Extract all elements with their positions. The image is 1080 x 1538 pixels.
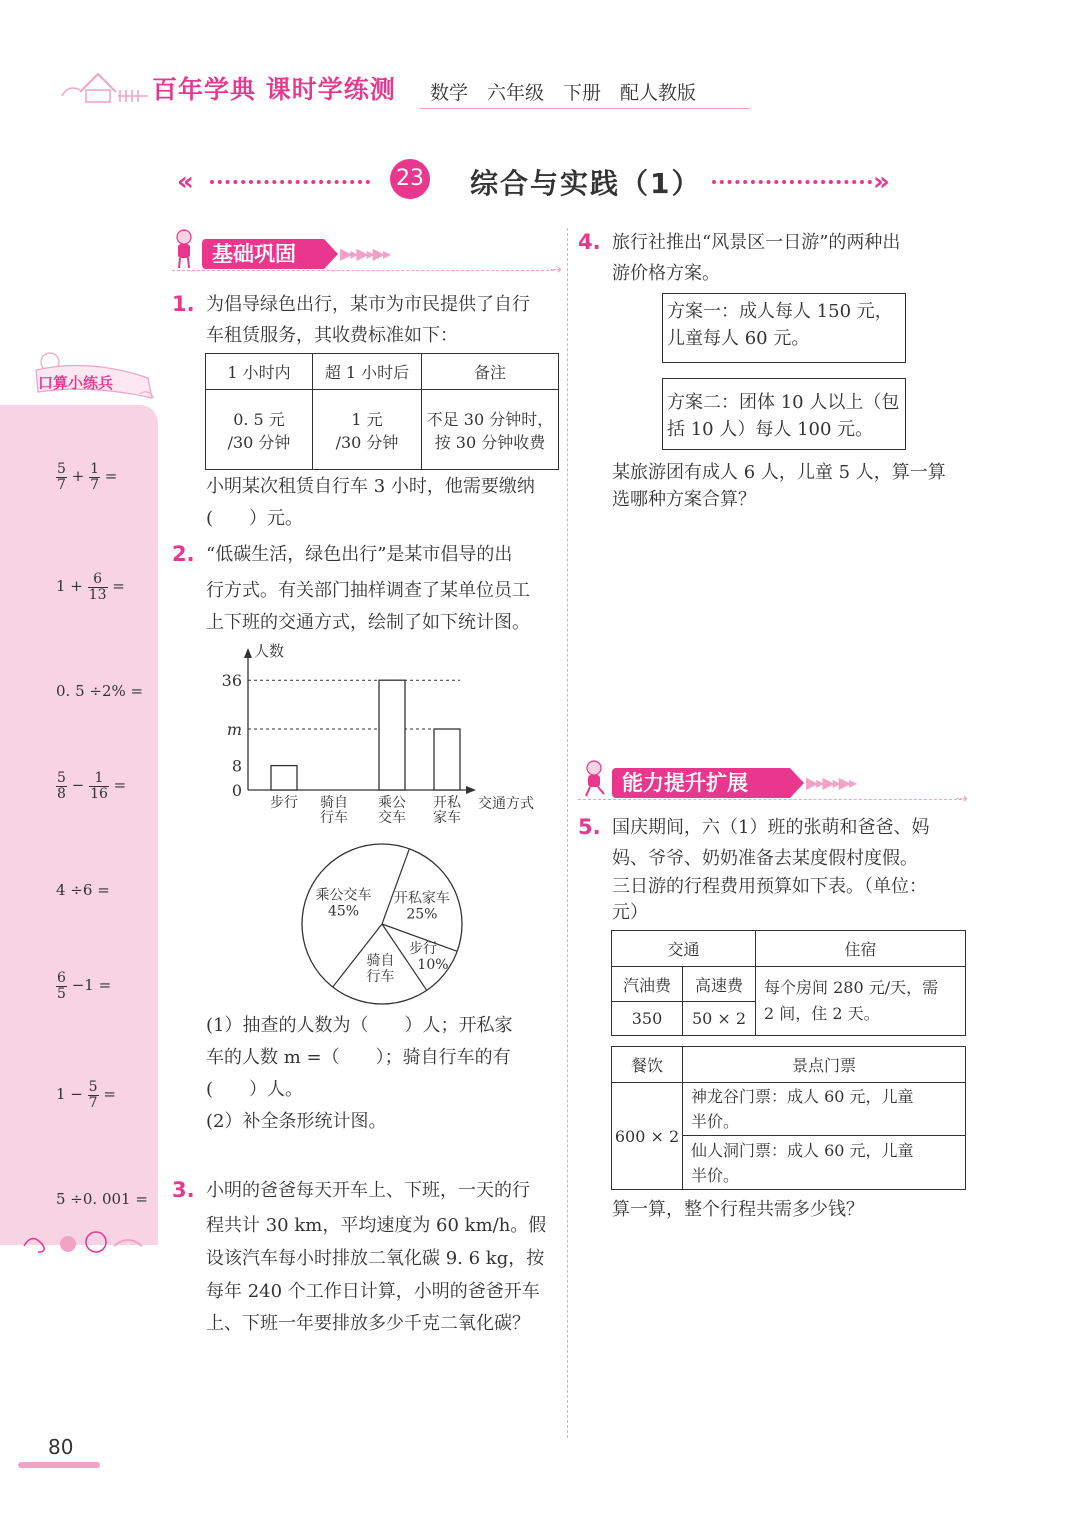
pie-slice-label-1: 开私家车 (393, 890, 450, 907)
book-subtitle: 数学 六年级 下册 配人教版 (430, 82, 697, 104)
x-tick-label: 步行 (270, 795, 298, 811)
q5-td-stay: 每个房间 280 元/天，需 2 间，住 2 天。 (756, 967, 966, 1036)
q2-line1: “低碳生活，绿色出行”是某市倡导的出 (206, 544, 513, 565)
q3-line3: 设该汽车每小时排放二氧化碳 9. 6 kg，按 (206, 1248, 545, 1269)
sidebar-swirl-decoration (18, 1226, 148, 1260)
banner-tail (790, 768, 804, 798)
girl-mascot-icon (172, 228, 198, 270)
x-axis-label: 交通方式 (478, 796, 534, 812)
q3-line4: 每年 240 个工作日计算，小明的爸爸开车 (206, 1281, 540, 1302)
q2-sub2: (2）补全条形统计图。 (206, 1111, 387, 1132)
column-divider (567, 228, 568, 1438)
brand-title: 百年学典 课时学练测 (152, 75, 396, 104)
page-number-bar (18, 1462, 100, 1468)
q4-line3: 某旅游团有成人 6 人，儿童 5 人，算一算 (612, 462, 946, 483)
double-chevron-left-icon: « (177, 167, 194, 197)
arrow-end-icon: ⇢ (956, 791, 968, 807)
pie-chart (290, 838, 480, 1008)
pie-slice-percent-1: 25% (406, 906, 438, 923)
arrow-end-icon: ⇢ (550, 262, 562, 278)
q3-number: 3. (172, 1178, 195, 1202)
q5-line1: 国庆期间，六（1）班的张萌和爸爸、妈 (612, 817, 930, 838)
section-banner-advanced: 能力提升扩展 (612, 768, 790, 798)
q2-sub1-line3: ( ）人。 (206, 1079, 304, 1100)
x-tick-label: 家车 (433, 810, 461, 826)
q1-line3: 小明某次租赁自行车 3 小时，他需要缴纳 (206, 476, 535, 497)
q5-cost-table-1 (611, 930, 966, 1036)
q5-th-food: 餐饮 (612, 1047, 683, 1083)
lesson-number-badge: 23 (390, 159, 430, 199)
q5-td-ticket-1: 神龙谷门票：成人 60 元，儿童 半价。 (683, 1083, 966, 1136)
q2-sub1-line2: 车的人数 m =（ ）；骑自行车的有 (206, 1047, 511, 1068)
calc-item-6: $\frac{6}{5}$ −1 = (57, 970, 112, 1002)
q1-td-1: 0. 5 元 /30 分钟 (206, 390, 313, 470)
q5-th-stay: 住宿 (756, 931, 966, 967)
q3-line1: 小明的爸爸每天开车上、下班，一天的行 (206, 1180, 530, 1201)
q5-cost-table-2 (611, 1046, 966, 1190)
q5-th-traffic: 交通 (612, 931, 756, 967)
double-chevron-right-icon: » (873, 167, 890, 197)
q5-line3: 三日游的行程费用预算如下表。（单位： (612, 876, 927, 897)
q3-line5: 上、下班一年要排放多少千克二氧化碳？ (206, 1313, 530, 1334)
q2-line2: 行方式。有关部门抽样调查了某单位员工 (206, 580, 530, 601)
calc-item-1: $\frac{5}{7}$ + $\frac{1}{7}$ = (57, 461, 118, 493)
sidebar-title: 口算小练兵 (38, 374, 114, 392)
x-tick-label: 开私 (433, 795, 461, 811)
q5-td-food: 600 × 2 (612, 1083, 683, 1190)
q1-td-2: 1 元 /30 分钟 (313, 390, 422, 470)
page-number: 80 (48, 1435, 74, 1459)
q4-line1: 旅行社推出“风景区一日游”的两种出 (612, 232, 901, 253)
chevron-trail-icon: ▶▸▶▸▶▸ (340, 244, 390, 263)
calc-item-4: $\frac{5}{8}$ − $\frac{1}{16}$ = (57, 770, 127, 802)
y-axis-arrow-icon (244, 648, 252, 658)
q5-th-ticket: 景点门票 (683, 1047, 966, 1083)
x-tick-label: 骑自 (320, 795, 348, 811)
mental-math-sidebar (0, 405, 158, 1245)
bar-4 (434, 729, 460, 790)
pie-slice-label-3: 行车 (366, 968, 395, 985)
pie-slice-label-3: 骑自 (366, 952, 395, 969)
q5-th-toll: 高速费 (683, 967, 756, 1002)
q1-number: 1. (172, 292, 195, 316)
q5-number: 5. (578, 815, 601, 839)
q4-line2: 游价格方案。 (612, 263, 720, 284)
q5-line4: 元） (612, 902, 648, 923)
house-logo-icon (58, 66, 148, 106)
lesson-title: 综合与实践（1） (470, 167, 702, 200)
q5-td-ticket-2: 仙人洞门票：成人 60 元，儿童 半价。 (683, 1136, 966, 1190)
q1-line2: 车租赁服务，其收费标准如下： (206, 325, 458, 346)
x-tick-label: 行车 (320, 810, 348, 826)
q1-th-1: 1 小时内 (206, 354, 313, 390)
q2-number: 2. (172, 542, 195, 566)
x-axis-arrow-icon (466, 786, 476, 794)
bar-chart (210, 638, 560, 830)
q4-plan1-box: 方案一：成人每人 150 元， 儿童每人 60 元。 (662, 293, 906, 363)
pie-slice-percent-2: 10% (417, 957, 449, 974)
calc-item-8: 5 ÷0. 001 = (56, 1190, 148, 1208)
q4-line4: 选哪种方案合算？ (612, 489, 756, 510)
x-tick-label: 乘公 (378, 795, 406, 811)
q5-question: 算一算，整个行程共需多少钱？ (612, 1199, 864, 1220)
y-tick-label: 36 (221, 671, 242, 691)
header-underline (420, 108, 750, 109)
q5-th-gas: 汽油费 (612, 967, 683, 1002)
calc-item-3: 0. 5 ÷2% = (56, 682, 144, 700)
pie-slice-label-2: 步行 (408, 941, 437, 958)
calc-item-2: 1 + $\frac{6}{13}$ = (56, 571, 125, 603)
title-dots-left (210, 180, 370, 184)
section-dashline (578, 799, 962, 800)
q2-sub1-line1: (1）抽查的人数为（ ）人；开私家 (206, 1015, 513, 1036)
calc-item-7: 1 − $\frac{5}{7}$ = (56, 1079, 116, 1111)
pie-slice-label-4: 乘公交车 (315, 887, 372, 904)
x-tick-label: 交车 (378, 810, 406, 826)
y-tick-label: m (226, 720, 242, 739)
q1-th-3: 备注 (422, 354, 559, 390)
q1-line1: 为倡导绿色出行，某市为市民提供了自行 (206, 294, 530, 315)
bar-1 (271, 766, 297, 790)
y-tick-label: 0 (231, 781, 242, 800)
y-tick-label: 8 (231, 756, 242, 776)
q4-plan2-box: 方案二：团体 10 人以上（包 括 10 人）每人 100 元。 (662, 378, 906, 450)
boy-mascot-icon (578, 758, 612, 798)
section-dashline (172, 270, 554, 271)
q1-answer-blank: ( ）元。 (206, 508, 304, 529)
bar-3 (379, 680, 405, 790)
pie-slice-percent-4: 45% (327, 903, 360, 920)
q2-line3: 上下班的交通方式，绘制了如下统计图。 (206, 612, 530, 633)
q5-line2: 妈、爷爷、奶奶准备去某度假村度假。 (612, 848, 918, 869)
q3-line2: 程共计 30 km，平均速度为 60 km/h。假 (206, 1215, 547, 1236)
chevron-trail-icon: ▶▸▶▸▶▸ (806, 773, 856, 792)
q1-fee-table (205, 353, 559, 470)
section-banner-basic: 基础巩固 (202, 239, 324, 269)
q1-td-3: 不足 30 分钟时， 按 30 分钟收费 (422, 390, 559, 470)
banner-tail (324, 239, 338, 269)
q5-td-gas: 350 (612, 1002, 683, 1036)
q1-th-2: 超 1 小时后 (313, 354, 422, 390)
q5-td-toll: 50 × 2 (683, 1002, 756, 1036)
calc-item-5: 4 ÷6 = (56, 881, 110, 899)
y-axis-label: 人数 (254, 642, 285, 660)
q4-number: 4. (578, 230, 601, 254)
title-dots-right (712, 180, 872, 184)
